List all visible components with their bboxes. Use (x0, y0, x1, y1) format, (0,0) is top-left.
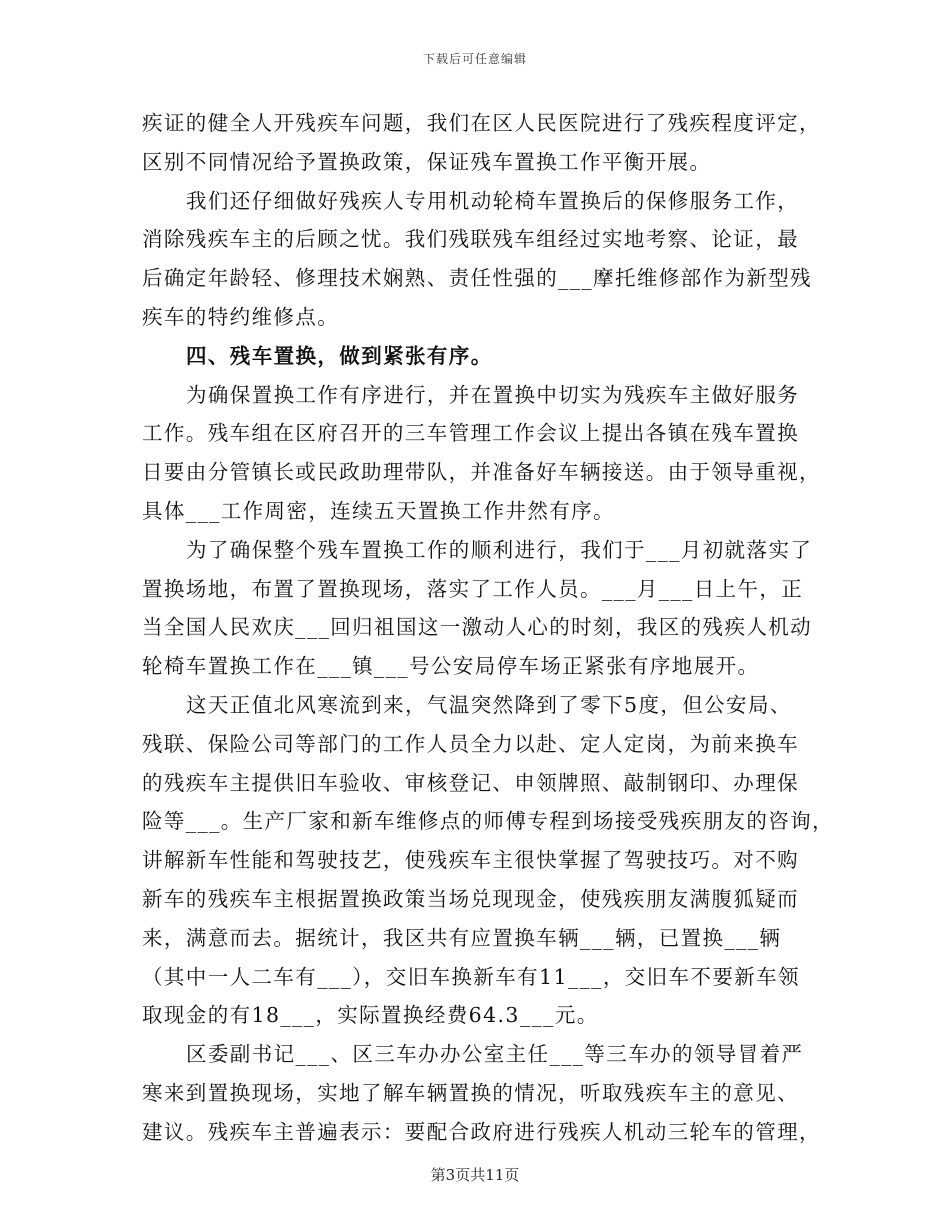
text-line: 轮椅车置换工作在___镇___号公安局停车场正紧张有序地展开。 (142, 654, 760, 679)
text-line: 消除残疾车主的后顾之忧。我们残联残车组经过实地考察、论证，最 (142, 227, 799, 252)
text-line: 这天正值北风寒流到来，气温突然降到了零下5度，但公安局、 (186, 692, 792, 717)
text-line: 讲解新车性能和驾驶技艺，使残疾车主很快掌握了驾驶技巧。对不购 (142, 848, 799, 873)
text-line: 后确定年龄轻、修理技术娴熟、责任性强的___摩托维修部作为新型残 (142, 266, 813, 291)
text-line: 为确保置换工作有序进行，并在置换中切实为残疾车主做好服务 (186, 382, 800, 407)
text-line: 疾车的特约维修点。 (142, 304, 340, 329)
section-heading: 四、残车置换，做到紧张有序。 (186, 343, 493, 368)
text-line: 来，满意而去。据统计，我区共有应置换车辆___辆，已置换___辆 (142, 925, 782, 950)
text-line: 工作。残车组在区府召开的三车管理工作会议上提出各镇在残车置换 (142, 421, 799, 446)
text-line: 寒来到置换现场，实地了解车辆置换的情况，听取残疾车主的意见、 (142, 1080, 799, 1105)
text-line: 的残疾车主提供旧车验收、审核登记、申领牌照、敲制钢印、办理保 (142, 770, 799, 795)
text-line: 险等___。生产厂家和新车维修点的师傅专程到场接受残疾朋友的咨询， (142, 809, 834, 834)
text-line: 区委副书记___、区三车办办公室主任___等三车办的领导冒着严 (186, 1042, 804, 1067)
page-number: 第3页共11页 (430, 1166, 520, 1184)
text-line: （其中一人二车有___），交旧车换新车有11___，交旧车不要新车领 (142, 964, 800, 989)
text-line: 建议。残疾车主普遍表示：要配合政府进行残疾人机动三轮车的管理， (142, 1119, 821, 1144)
text-line: 我们还仔细做好残疾人专用机动轮椅车置换后的保修服务工作， (186, 188, 800, 213)
text-line: 为了确保整个残车置换工作的顺利进行，我们于___月初就落实了 (186, 537, 813, 562)
text-line: 区别不同情况给予置换政策，保证残车置换工作平衡开展。 (142, 149, 712, 174)
download-note: 下载后可任意编辑 (422, 52, 527, 66)
text-line: 疾证的健全人开残疾车问题，我们在区人民医院进行了残疾程度评定， (142, 111, 821, 135)
text-line: 日要由分管镇长或民政助理带队，并准备好车辆接送。由于领导重视， (142, 460, 821, 485)
text-line: 置换场地，布置了置换现场，落实了工作人员。___月___日上午，正 (142, 576, 804, 601)
body-text (142, 104, 834, 1152)
text-line: 具体___工作周密，连续五天置换工作井然有序。 (142, 498, 615, 523)
text-line: 当全国人民欢庆___回归祖国这一激动人心的时刻，我区的残疾人机动 (142, 615, 813, 640)
text-line: 新车的残疾车主根据置换政策当场兑现现金，使残疾朋友满腹狐疑而 (142, 886, 799, 911)
text-line: 取现金的有18___，实际置换经费64.3___元。 (142, 1003, 599, 1028)
text-line: 残联、保险公司等部门的工作人员全力以赴、定人定岗，为前来换车 (142, 731, 799, 756)
